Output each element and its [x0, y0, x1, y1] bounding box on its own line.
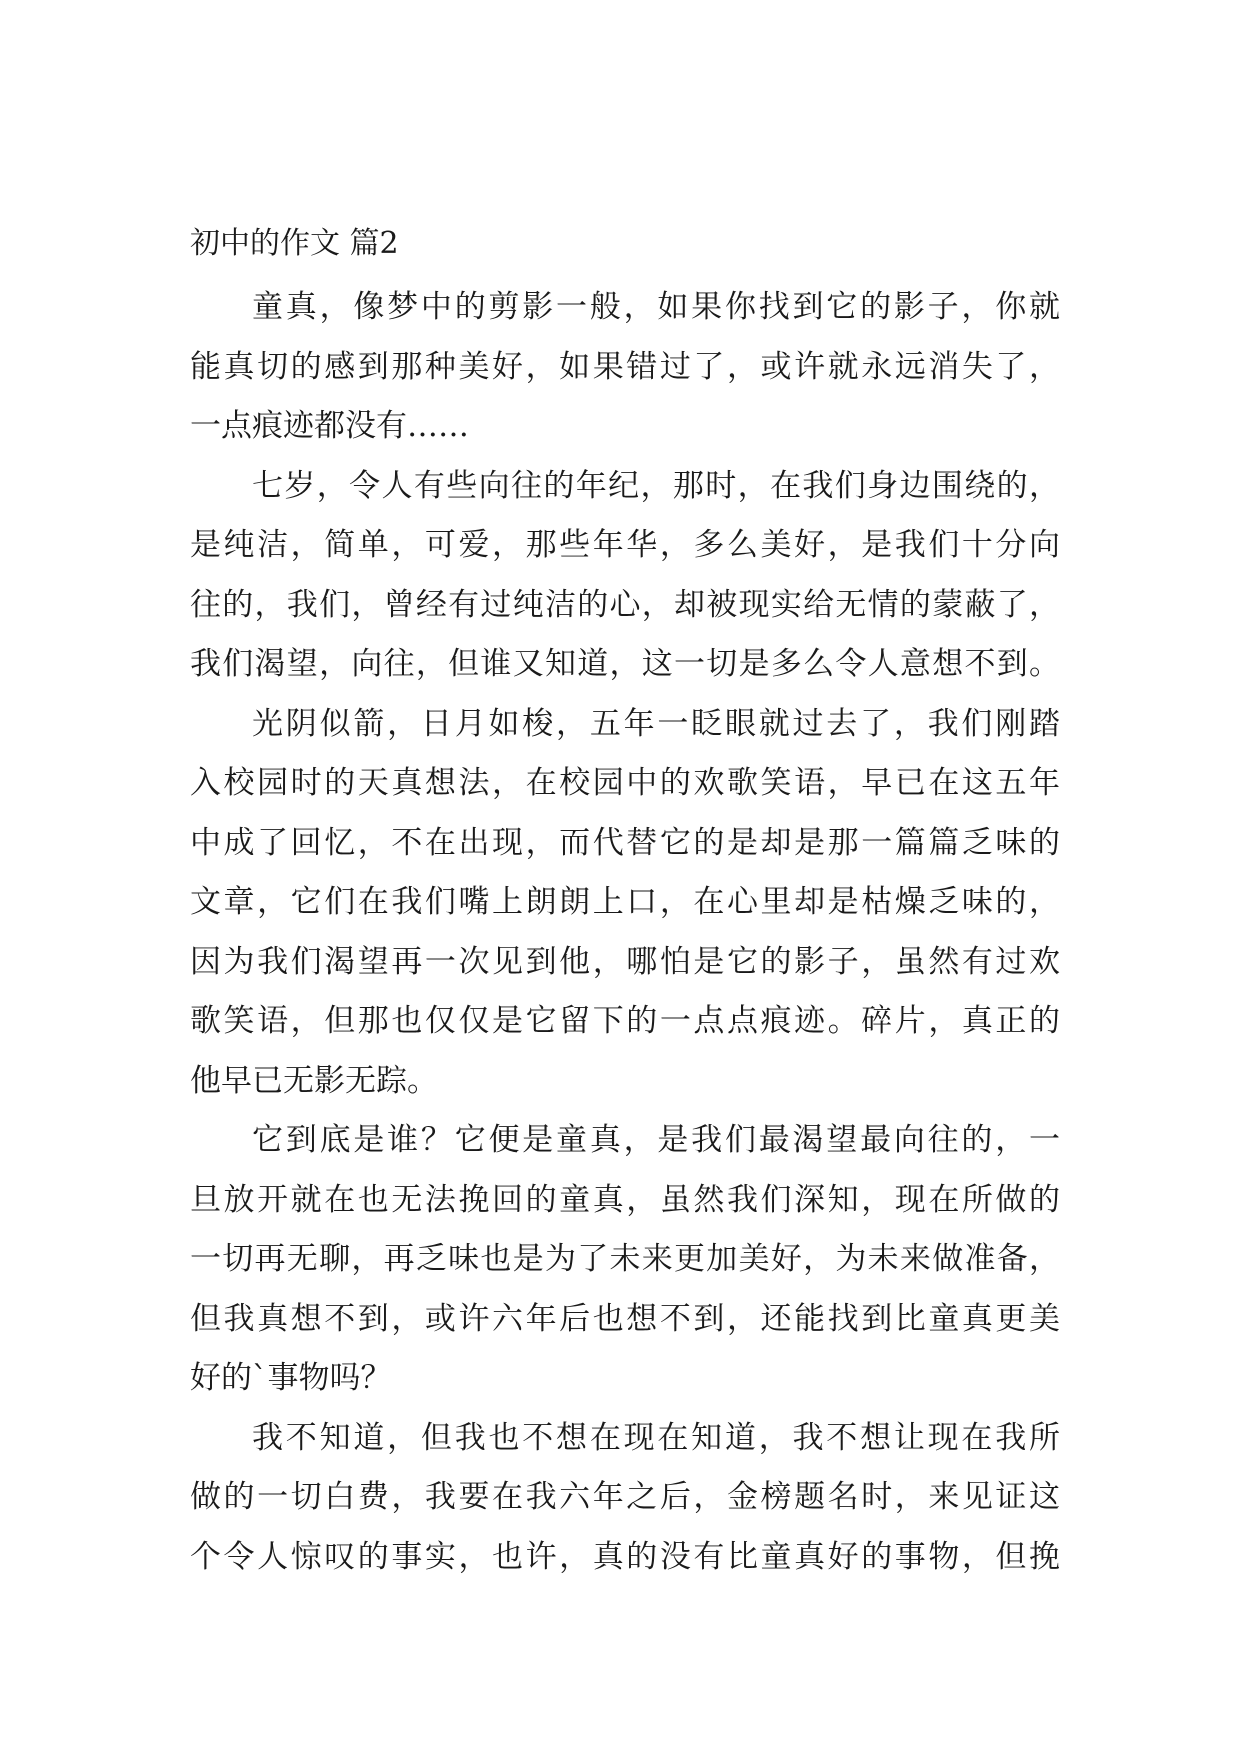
text-line: 歌笑语，但那也仅仅是它留下的一点点痕迹。碎片，真正的 — [190, 1003, 1060, 1039]
text-line: 旦放开就在也无法挽回的童真，虽然我们深知，现在所做的 — [190, 1181, 1060, 1218]
text-line: 做的一切白费，我要在我六年之后，金榜题名时，来见证这 — [190, 1479, 1060, 1515]
paragraph-1 — [190, 278, 1060, 457]
text-line: 一点痕迹都没有…… — [190, 408, 469, 444]
document-title: 初中的作文 篇2 — [190, 226, 399, 261]
text-line: 是纯洁，简单，可爱，那些年华，多么美好，是我们十分向 — [190, 527, 1060, 563]
document-body — [190, 278, 1060, 1587]
text-line: 好的`事物吗？ — [190, 1360, 392, 1396]
text-line: 往的，我们，曾经有过纯洁的心，却被现实给无情的蒙蔽了， — [190, 586, 1060, 623]
text-line: 中成了回忆，不在出现，而代替它的是却是那一篇篇乏味的 — [190, 824, 1060, 861]
text-line: 能真切的感到那种美好，如果错过了，或许就永远消失了， — [190, 348, 1060, 385]
paragraph-4 — [190, 1111, 1060, 1409]
text-line: 七岁，令人有些向往的年纪，那时，在我们身边围绕的， — [252, 467, 1060, 504]
text-line: 个令人惊叹的事实，也许，真的没有比童真好的事物，但挽 — [190, 1538, 1060, 1575]
text-line: 文章，它们在我们嘴上朗朗上口，在心里却是枯燥乏味的， — [190, 884, 1060, 920]
text-line: 但我真想不到，或许六年后也想不到，还能找到比童真更美 — [190, 1300, 1060, 1337]
text-line: 它到底是谁？它便是童真，是我们最渴望最向往的，一 — [252, 1122, 1060, 1158]
text-line: 一切再无聊，再乏味也是为了未来更加美好，为未来做准备， — [190, 1241, 1060, 1277]
paragraph-3 — [190, 695, 1060, 1112]
paragraph-5 — [190, 1409, 1060, 1588]
text-line: 他早已无影无踪。 — [190, 1062, 438, 1099]
text-line: 入校园时的天真想法，在校园中的欢歌笑语，早已在这五年 — [190, 765, 1060, 801]
text-line: 光阴似箭，日月如梭，五年一眨眼就过去了，我们刚踏 — [252, 705, 1060, 742]
text-line: 因为我们渴望再一次见到他，哪怕是它的影子，虽然有过欢 — [190, 943, 1060, 980]
text-line: 童真，像梦中的剪影一般，如果你找到它的影子，你就 — [252, 289, 1060, 325]
paragraph-2 — [190, 457, 1060, 695]
text-line: 我们渴望，向往，但谁又知道，这一切是多么令人意想不到。 — [190, 646, 1060, 682]
text-line: 我不知道，但我也不想在现在知道，我不想让现在我所 — [252, 1419, 1060, 1456]
